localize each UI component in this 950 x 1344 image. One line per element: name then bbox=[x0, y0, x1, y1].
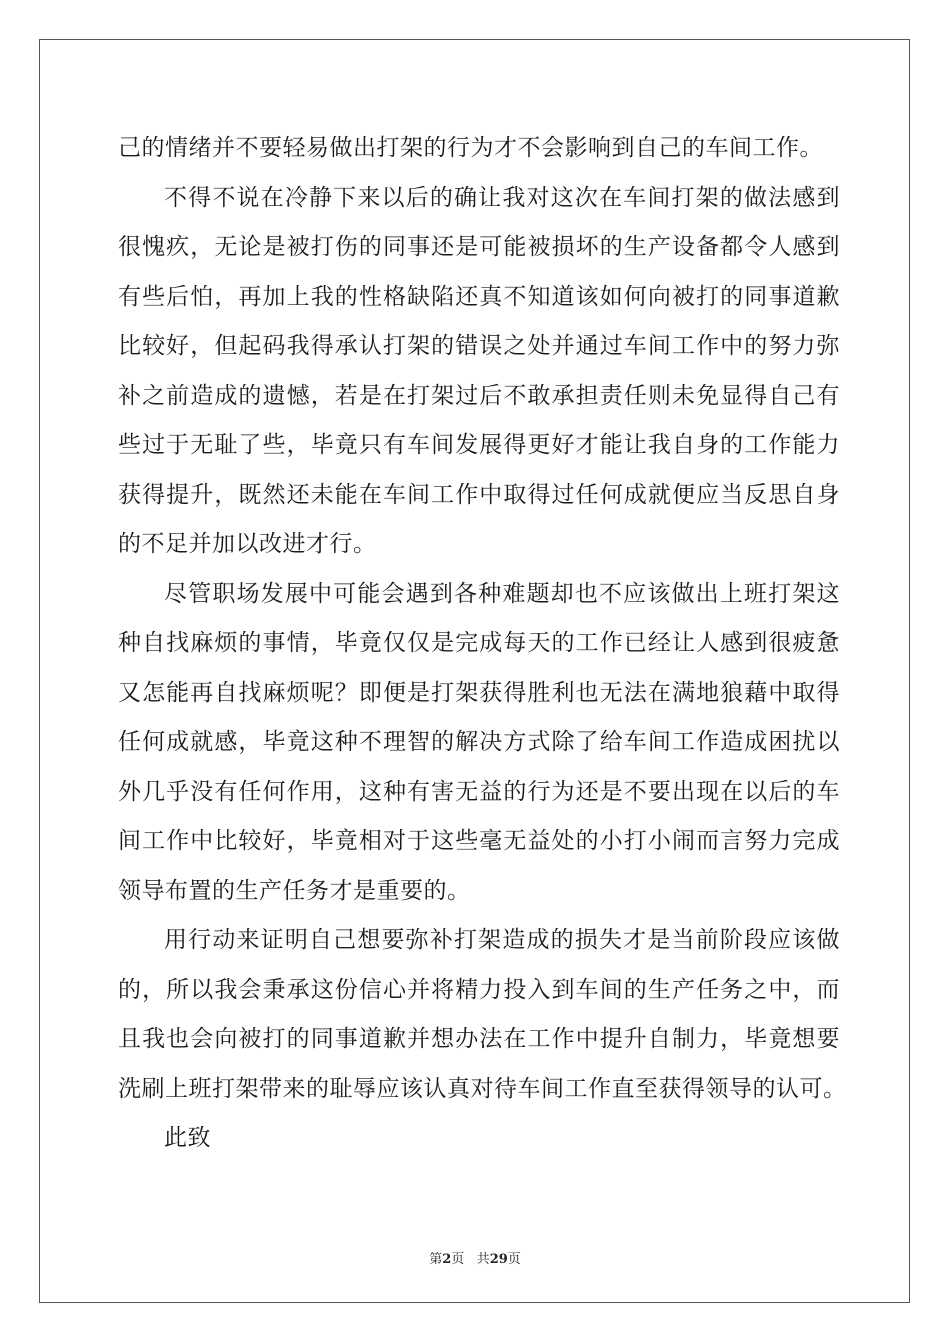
total-suffix: 页 bbox=[507, 1252, 521, 1267]
text-line: 又怎能再自找麻烦呢？即便是打架获得胜利也无法在满地狼藉中取得 bbox=[118, 679, 840, 706]
text-line: 很愧疚，无论是被打伤的同事还是可能被损坏的生产设备都令人感到 bbox=[118, 234, 840, 260]
document-body bbox=[118, 124, 847, 1164]
paragraph bbox=[118, 916, 847, 1114]
page-suffix: 页 bbox=[451, 1252, 465, 1267]
text-line: 间工作中比较好，毕竟相对于这些毫无益处的小打小闹而言努力完成 bbox=[118, 828, 840, 854]
text-line: 的，所以我会秉承这份信心并将精力投入到车间的生产任务之中，而 bbox=[118, 976, 840, 1003]
text-line: 用行动来证明自己想要弥补打架造成的损失才是当前阶段应该做 bbox=[164, 927, 840, 953]
page-prefix: 第 bbox=[429, 1252, 443, 1267]
text-line: 的不足并加以改进才行。 bbox=[118, 531, 377, 557]
text-line: 些过于无耻了些，毕竟只有车间发展得更好才能让我自身的工作能力 bbox=[118, 432, 840, 458]
text-line: 获得提升，既然还未能在车间工作中取得过任何成就便应当反思自身 bbox=[118, 481, 840, 508]
text-line: 领导布置的生产任务才是重要的。 bbox=[118, 877, 471, 904]
text-line: 任何成就感，毕竟这种不理智的解决方式除了给车间工作造成困扰以 bbox=[118, 729, 840, 755]
text-line: 洗刷上班打架带来的耻辱应该认真对待车间工作直至获得领导的认可。 bbox=[118, 1075, 847, 1102]
paragraph bbox=[118, 174, 840, 570]
paragraph bbox=[118, 1114, 840, 1164]
total-pages: 29 bbox=[489, 1252, 508, 1267]
text-line: 有些后怕，再加上我的性格缺陷还真不知道该如何向被打的同事道歉 bbox=[118, 283, 840, 310]
text-line: 尽管职场发展中可能会遇到各种难题却也不应该做出上班打架这 bbox=[164, 580, 840, 607]
paragraph bbox=[118, 570, 840, 917]
text-line: 己的情绪并不要轻易做出打架的行为才不会影响到自己的车间工作。 bbox=[118, 135, 823, 161]
text-line: 种自找麻烦的事情，毕竟仅仅是完成每天的工作已经让人感到很疲惫 bbox=[118, 630, 840, 656]
text-line: 补之前造成的遗憾，若是在打架过后不敢承担责任则未免显得自己有 bbox=[118, 382, 840, 409]
page-footer bbox=[0, 1248, 950, 1267]
text-line: 且我也会向被打的同事道歉并想办法在工作中提升自制力，毕竟想要 bbox=[118, 1026, 840, 1052]
text-line: 不得不说在冷静下来以后的确让我对这次在车间打架的做法感到 bbox=[164, 184, 840, 211]
text-line: 此致 bbox=[164, 1125, 211, 1151]
text-line: 比较好，但起码我得承认打架的错误之处并通过车间工作中的努力弥 bbox=[118, 333, 840, 359]
total-prefix: 共 bbox=[476, 1252, 490, 1267]
page-number: 2 bbox=[442, 1252, 452, 1267]
text-line: 外几乎没有任何作用，这种有害无益的行为还是不要出现在以后的车 bbox=[118, 778, 840, 805]
paragraph bbox=[118, 124, 840, 174]
